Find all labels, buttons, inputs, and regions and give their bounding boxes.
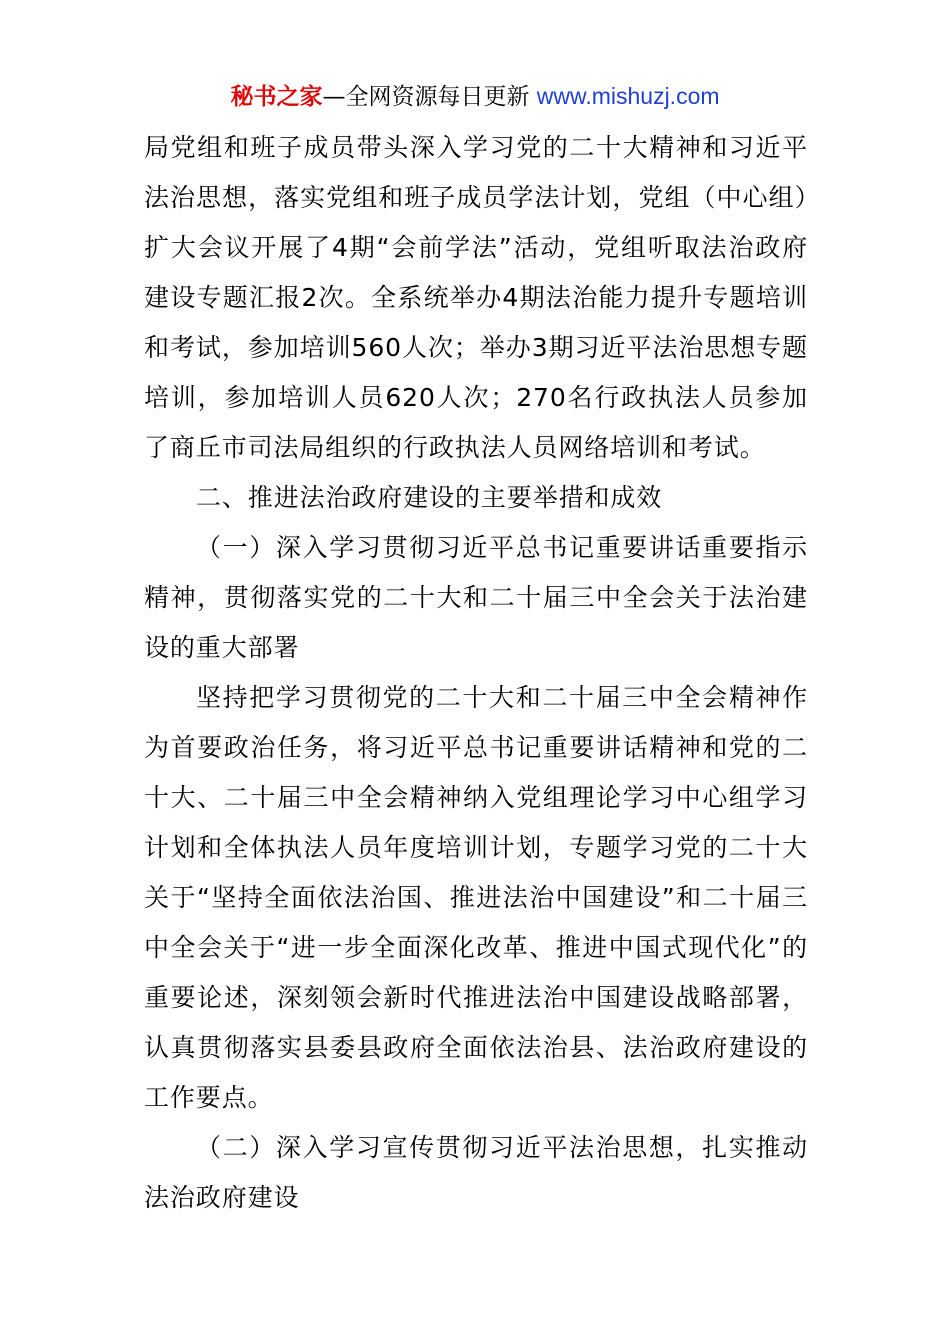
- site-slogan: —全网资源每日更新: [322, 84, 530, 110]
- site-url-link[interactable]: www.mishuzj.com: [536, 83, 720, 109]
- body-paragraph: 局党组和班子成员带头深入学习党的二十大精神和习近平法治思想，落实党组和班子成员学法计划，党组（中心组）扩大会议开展了4期“会前学法”活动，党组听取法治政府建设专题汇报2次。全系统举办4期法治能力提升专题培训和考试，参加培训560人次；举办3期习近平法治思想专题培训，参加培训人员620人次；270名行政执法人员参加了商丘市司法局组织的行政执法人员网络培训和考试。: [144, 133, 808, 462]
- document-body: [144, 123, 808, 1223]
- page-header: [0, 80, 950, 113]
- subsection-heading: （一）深入学习贯彻习近平总书记重要讲话重要指示精神，贯彻落实党的二十大和二十届三中全会关于法治建设的重大部署: [144, 533, 808, 662]
- body-paragraph: 坚持把学习贯彻党的二十大和二十届三中全会精神作为首要政治任务，将习近平总书记重要讲话精神和党的二十大、二十届三中全会精神纳入党组理论学习中心组学习计划和全体执法人员年度培训计划，专题学习党的二十大关于“坚持全面依法治国、推进法治中国建设”和二十届三中全会关于“进一步全面深化改革、推进中国式现代化”的重要论述，深刻领会新时代推进法治中国建设战略部署，认真贯彻落实县委县政府全面依法治县、法治政府建设的工作要点。: [144, 683, 808, 1112]
- site-brand: 秘书之家: [230, 84, 323, 110]
- section-heading: 二、推进法治政府建设的主要举措和成效: [196, 483, 663, 512]
- subsection-heading: （二）深入学习宣传贯彻习近平法治思想，扎实推动法治政府建设: [144, 1133, 808, 1212]
